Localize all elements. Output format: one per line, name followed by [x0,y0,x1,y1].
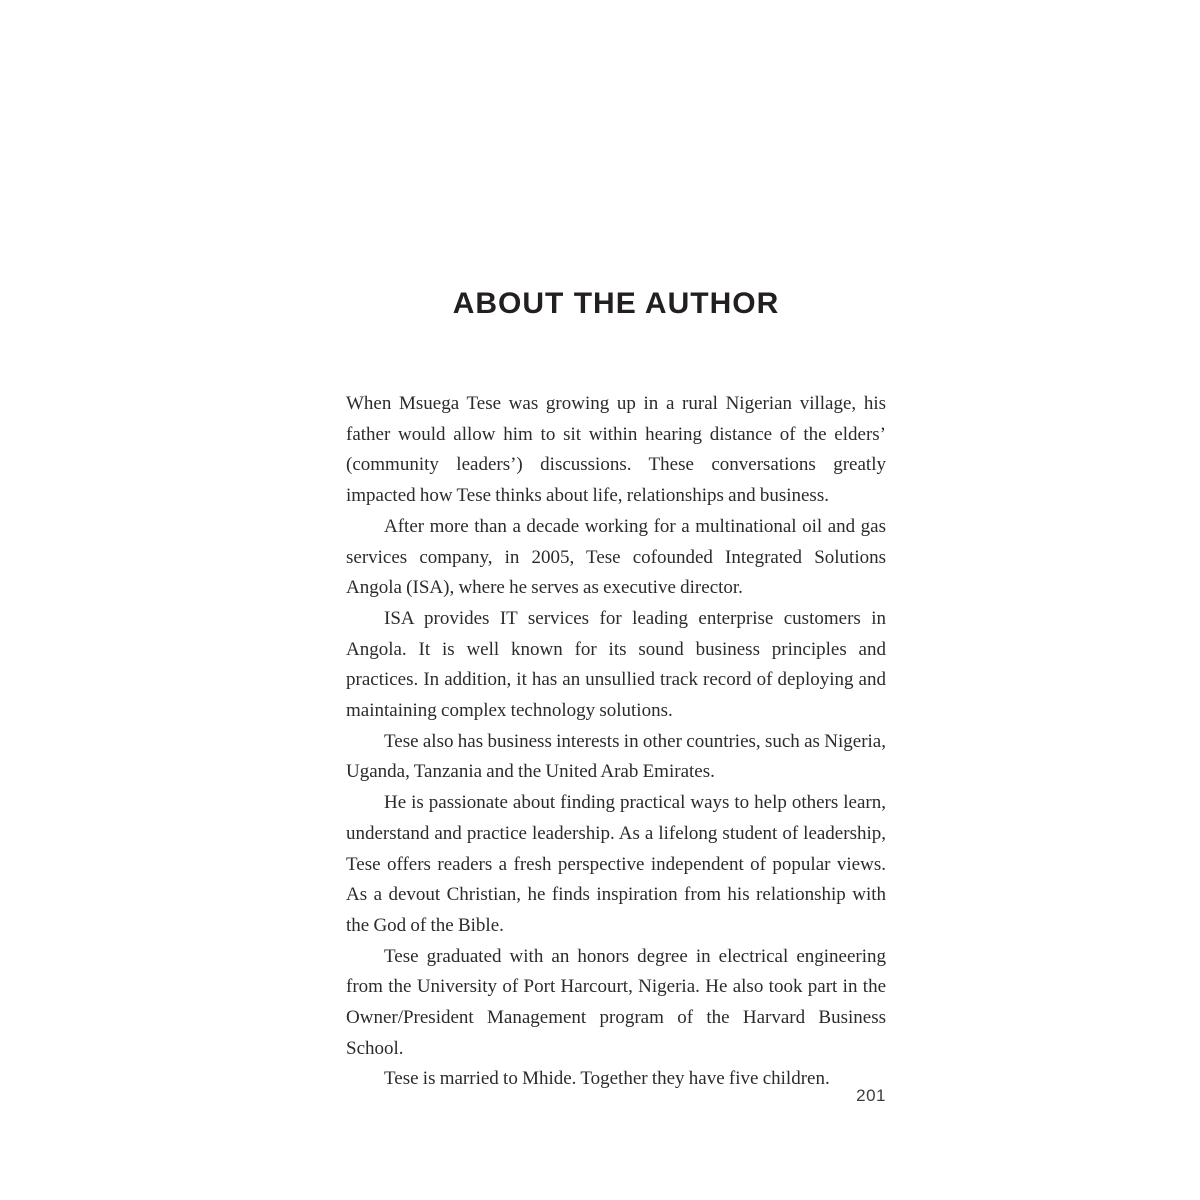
paragraph: Tese is married to Mhide. Together they have five children. [384,1068,830,1090]
paragraph: Tese also has business interests in other countries, such as Nigeria, Uganda, Tanzania and the United Arab Emirates. [346,730,886,783]
paragraph: ISA provides IT services for leading enterprise customers in Angola. It is well known for its sound business principles and practices. In addition, it has an unsullied track record of deploying and maintaining complex technology solutions. [346,607,886,722]
paragraph: After more than a decade working for a multinational oil and gas services company, in 2005, Tese cofounded Integrated Solutions Angola (ISA), where he serves as executive director. [346,515,886,599]
paragraph: Tese graduated with an honors degree in electrical engineering from the University of Port Harcourt, Nigeria. He also took part in the Owner/President Management program of the Harvard Business School. [346,945,886,1059]
body-text [346,389,886,1095]
paragraph: When Msuega Tese was growing up in a rural Nigerian village, his father would allow him to sit within hearing distance of the elders’ (community leaders’) discussions. These conversations greatly impacted how Tese thinks about life, relationships and business. [346,393,886,507]
paragraph: He is passionate about finding practical ways to help others learn, understand and practice leadership. As a lifelong student of leadership, Tese offers readers a fresh perspective independent of popular views. As a devout Christian, he finds inspiration from his relationship with the God of the Bible. [346,792,886,936]
page-number: 201 [856,1086,886,1105]
page-title: ABOUT THE AUTHOR [452,287,780,320]
